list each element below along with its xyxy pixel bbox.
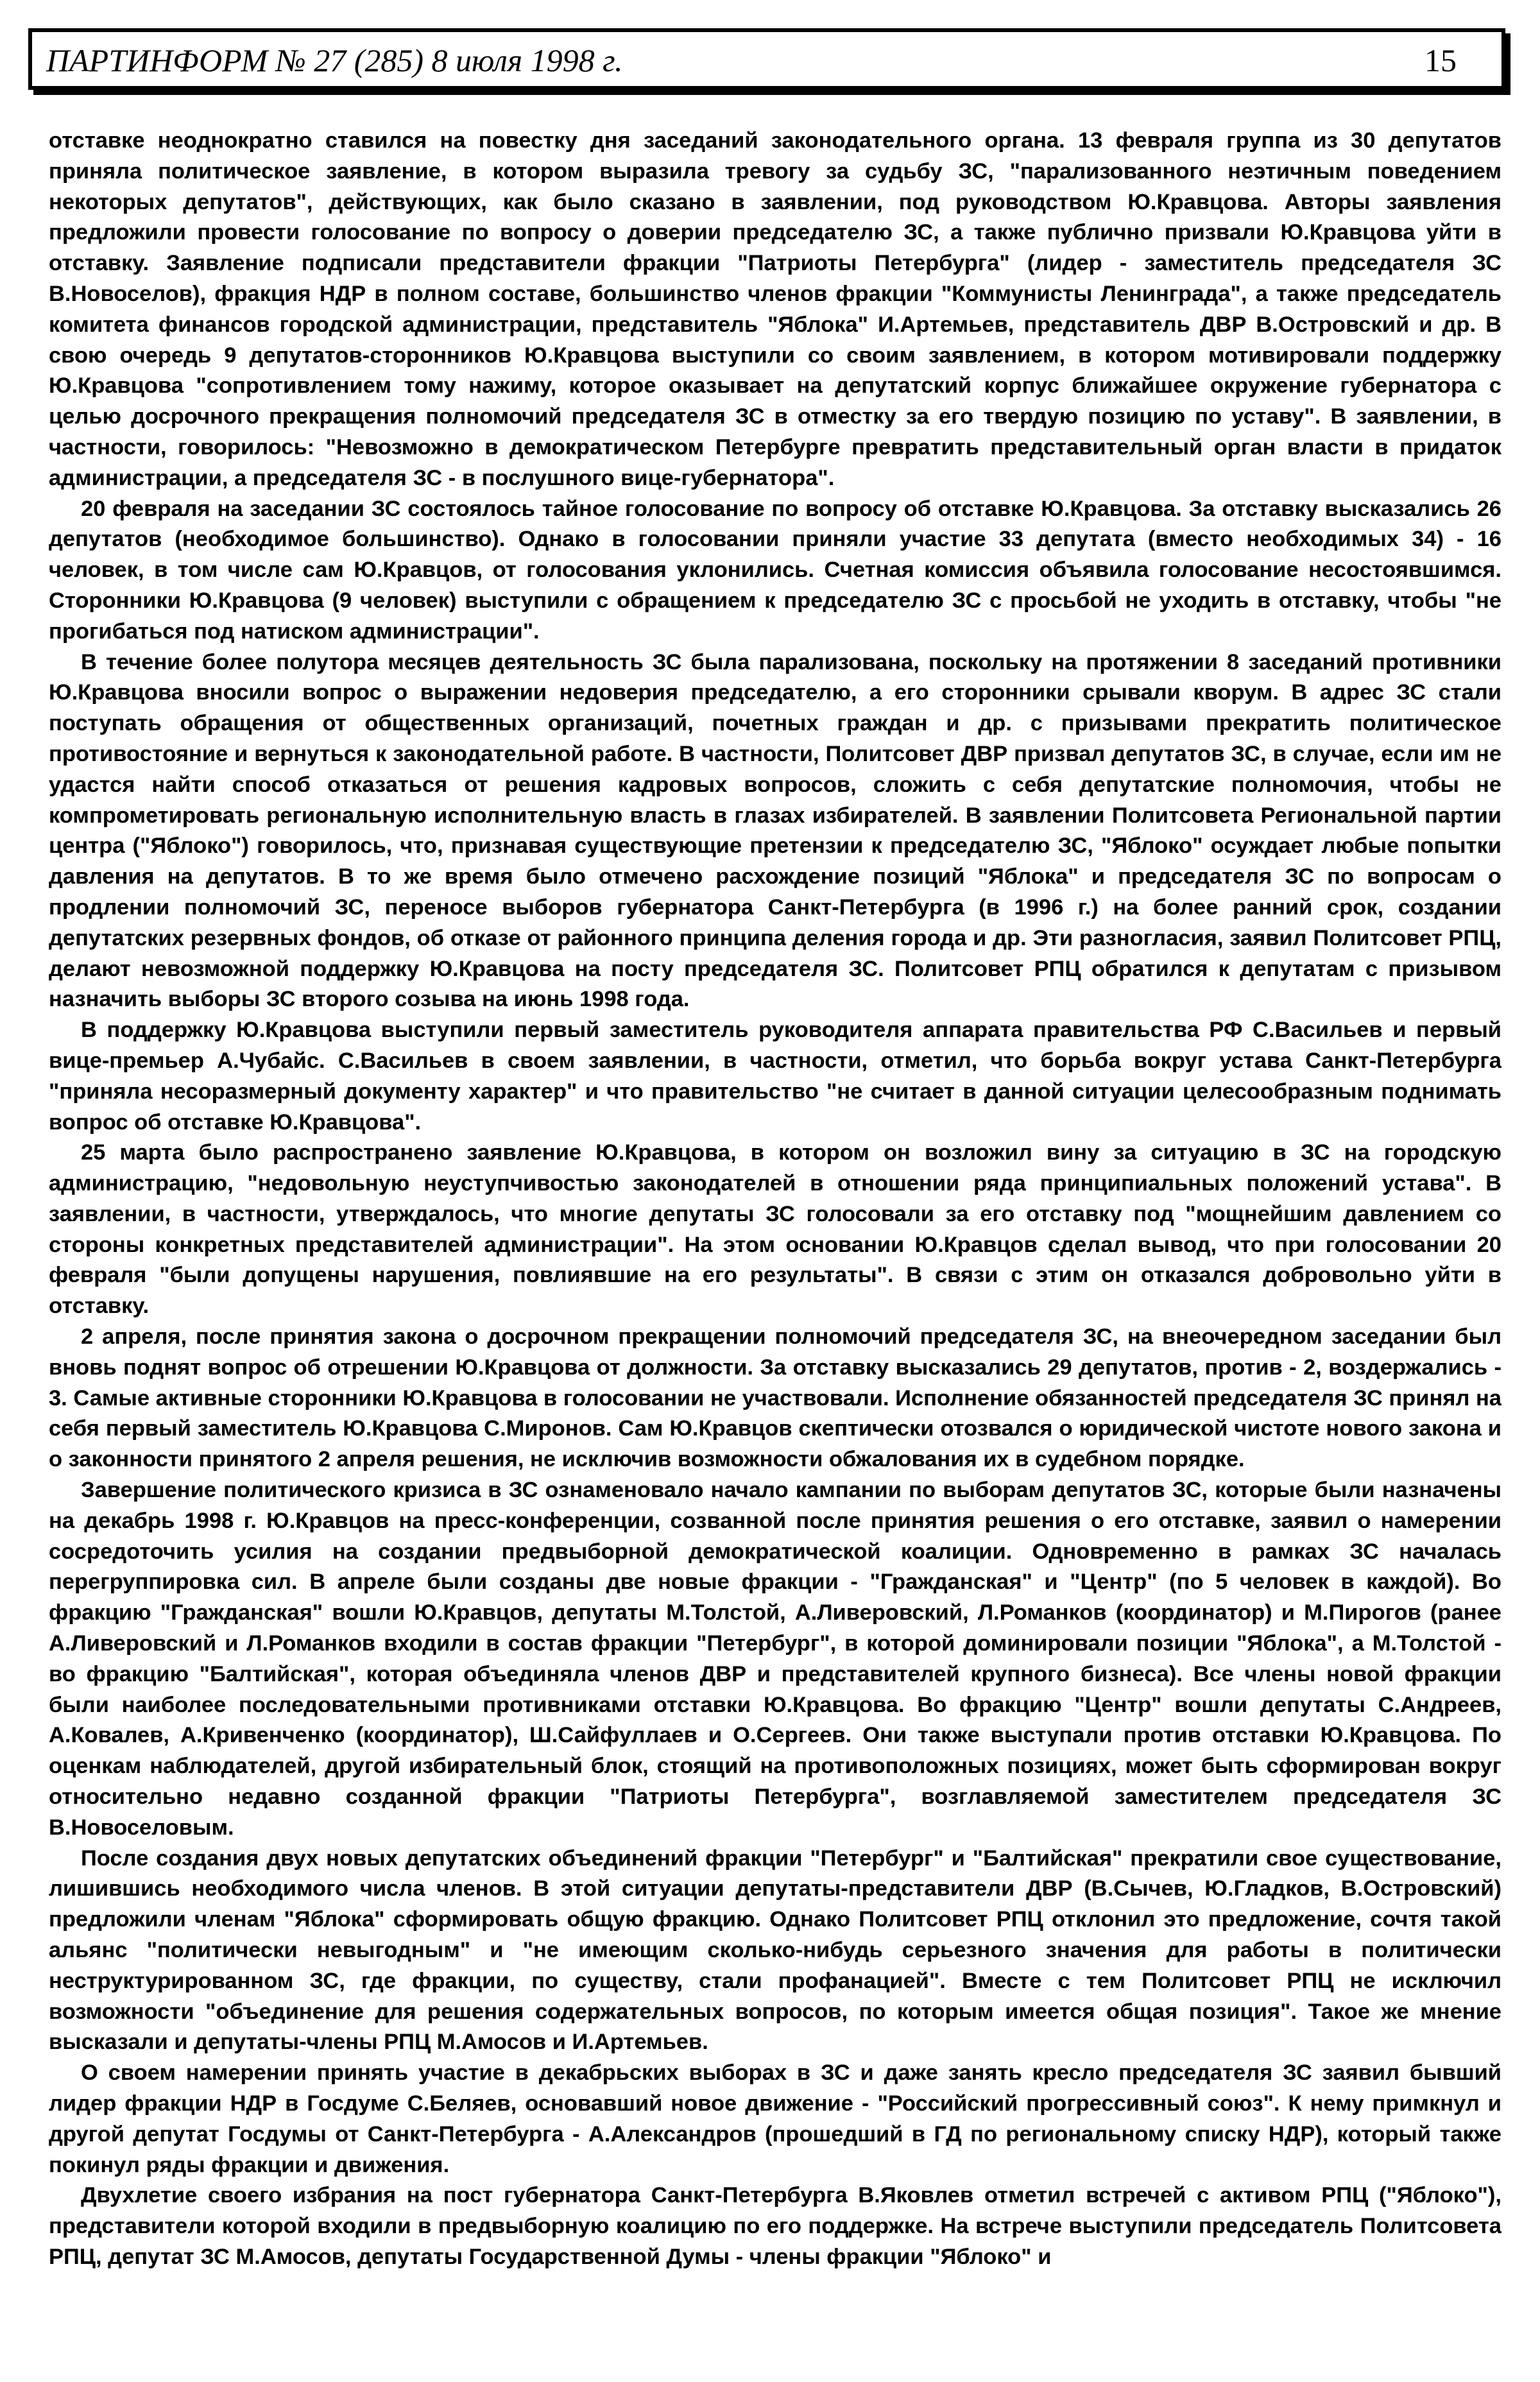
paragraph-5: 25 марта было распространено заявление Ю.Кравцова, в котором он возложил вину за ситуацию в ЗС на городскую администрацию, "недовольную неуступчивостью законодателей в отношении ряда принципиальных положений устава". В заявлении, в частности, утверждалось, что многие депутаты ЗС голосовали за его отставку под "мощнейшим давлением со стороны конкретных представителей администрации". На этом основании Ю.Кравцов сделал вывод, что при голосовании 20 февраля "были допущены нарушения, повлиявшие на его результаты". В связи с этим он отказался добровольно уйти в отставку. [49, 1140, 1502, 1319]
paragraph-8: После создания двух новых депутатских объединений фракции "Петербург" и "Балтийская" прекратили свое существование, лишившись необходимого числа членов. В этой ситуации депутаты-представители ДВР (В.Сычев, Ю.Гладков, В.Островский) предложили членам "Яблока" сформировать общую фракцию. Однако Политсовет РПЦ отклонил это предложение, сочтя такой альянс "политически невыгодным" и "не имеющим сколько-нибудь серьезного значения для работы в политически неструктурированном ЗС, где фракции, по существу, стали профанацией". Вместе с тем Политсовет РПЦ не исключил возможности "объединение для решения содержательных вопросов, по которым имеется общая позиция". Такое же мнение высказали и депутаты-члены РПЦ М.Амосов и И.Артемьев. [49, 1846, 1502, 2055]
paragraph-6: 2 апреля, после принятия закона о досрочном прекращении полномочий председателя ЗС, на внеочередном заседании был вновь поднят вопрос об отрешении Ю.Кравцова от должности. За отставку высказались 29 депутатов, против - 2, воздержались - 3. Самые активные сторонники Ю.Кравцова в голосовании не участвовали. Исполнение обязанностей председателя ЗС принял на себя первый заместитель Ю.Кравцова С.Миронов. Сам Ю.Кравцов скептически отозвался о юридической чистоте нового закона и о законности принятого 2 апреля решения, не исключив возможности обжалования их в судебном порядке. [49, 1324, 1502, 1472]
page-number: 15 [1425, 42, 1457, 78]
publication-title: ПАРТИНФОРМ № 27 (285) 8 июля 1998 г. [46, 42, 623, 78]
paragraph-3: В течение более полутора месяцев деятельность ЗС была парализована, поскольку на протяжении 8 заседаний противники Ю.Кравцова вносили вопрос о выражении недоверия председателю, а его сторонники срывали кворум. В адрес ЗС стали поступать обращения от общественных организаций, почетных граждан и др. с призывами прекратить политическое противостояние и вернуться к законодательной работе. В частности, Политсовет ДВР призвал депутатов ЗС, в случае, если им не удастся найти способ отказаться от решения кадровых вопросов, сложить с себя депутатские полномочия, чтобы не компрометировать региональную исполнительную власть в глазах избирателей. В заявлении Политсовета Региональной партии центра ("Яблоко") говорилось, что, признавая существующие претензии к председателю ЗС, "Яблоко" осуждает любые попытки давления на депутатов. В то же время было отмечено расхождение позиций "Яблока" и председателя ЗС по вопросам о продлении полномочий ЗС, переносе выборов губернатора Санкт-Петербурга (в 1996 г.) на более ранний срок, создании депутатских резервных фондов, об отказе от районного принципа деления города и др. Эти разногласия, заявил Политсовет РПЦ, делают невозможной поддержку Ю.Кравцова на посту председателя ЗС. Политсовет РПЦ обратился к депутатам с призывом назначить выборы ЗС второго созыва на июнь 1998 года. [49, 649, 1502, 1012]
paragraph-1: отставке неоднократно ставился на повестку дня заседаний законодательного органа. 13 февраля группа из 30 депутатов приняла политическое заявление, в котором выразила тревогу за судьбу ЗС, "парализованного неэтичным поведением некоторых депутатов", действующих, как было сказано в заявлении, под руководством Ю.Кравцова. Авторы заявления предложили провести голосование по вопросу о доверии председателю ЗС, а также публично призвали Ю.Кравцова уйти в отставку. Заявление подписали представители фракции "Патриоты Петербурга" (лидер - заместитель председателя ЗС В.Новоселов), фракция НДР в полном составе, большинство членов фракции "Коммунисты Ленинграда", а также председатель комитета финансов городской администрации, представитель "Яблока" И.Артемьев, представитель ДВР В.Островский и др. В свою очередь 9 депутатов-сторонников Ю.Кравцова выступили со своим заявлением, в котором мотивировали поддержку Ю.Кравцова "сопротивлением тому нажиму, которое оказывает на депутатский корпус ближайшее окружение губернатора с целью досрочного прекращения полномочий председателя ЗС в отместку за его твердую позицию по уставу". В заявлении, в частности, говорилось: "Невозможно в демократическом Петербурге превратить представительный орган власти в придаток администрации, а председателя ЗС - в послушного вице-губернатора". [49, 128, 1502, 490]
paragraph-7: Завершение политического кризиса в ЗС ознаменовало начало кампании по выборам депутатов ЗС, которые были назначены на декабрь 1998 г. Ю.Кравцов на пресс-конференции, созванной после принятия решения о его отставке, заявил о намерении сосредоточить усилия на создании предвыборной демократической коалиции. Одновременно в рамках ЗС началась перегруппировка сил. В апреле были созданы две новые фракции - "Гражданская" и "Центр" (по 5 человек в каждой). Во фракцию "Гражданская" вошли Ю.Кравцов, депутаты М.Толстой, А.Ливеровский, Л.Романков (координатор) и М.Пирогов (ранее А.Ливеровский и Л.Романков входили в состав фракции "Петербург", в которой доминировали позиции "Яблока", а М.Толстой - во фракцию "Балтийская", которая объединяла членов ДВР и представителей крупного бизнеса). Все члены новой фракции были наиболее последовательными противниками отставки Ю.Кравцова. Во фракцию "Центр" вошли депутаты С.Андреев, А.Ковалев, А.Кривенченко (координатор), Ш.Сайфуллаев и О.Сергеев. Они также выступали против отставки Ю.Кравцова. По оценкам наблюдателей, другой избирательный блок, стоящий на противоположных позициях, может быть сформирован вокруг относительно недавно созданной фракции "Патриоты Петербурга", возглавляемой заместителем председателя ЗС В.Новоселовым. [49, 1478, 1502, 1840]
paragraph-4: В поддержку Ю.Кравцова выступили первый заместитель руководителя аппарата правительства РФ С.Васильев и первый вице-премьер А.Чубайс. С.Васильев в своем заявлении, в частности, отметил, что борьба вокруг устава Санкт-Петербурга "приняла несоразмерный документу характер" и что правительство "не считает в данной ситуации целесообразным поднимать вопрос об отставке Ю.Кравцова". [49, 1018, 1502, 1135]
paragraph-9: О своем намерении принять участие в декабрьских выборах в ЗС и даже занять кресло председателя ЗС заявил бывший лидер фракции НДР в Госдуме С.Беляев, основавший новое движение - "Российский прогрессивный союз". К нему примкнул и другой депутат Госдумы от Санкт-Петербурга - А.Александров (прошедший в ГД по региональному списку НДР), который также покинул ряды фракции и движения. [49, 2061, 1502, 2177]
paragraph-2: 20 февраля на заседании ЗС состоялось тайное голосование по вопросу об отставке Ю.Кравцова. За отставку высказались 26 депутатов (необходимое большинство). Однако в голосовании приняли участие 33 депутата (вместо необходимых 34) - 16 человек, в том числе сам Ю.Кравцов, от голосования уклонились. Счетная комиссия объявила голосование несостоявшимся. Сторонники Ю.Кравцова (9 человек) выступили с обращением к председателю ЗС с просьбой не уходить в отставку, чтобы "не прогибаться под натиском администрации". [49, 496, 1502, 644]
article-body [49, 126, 1502, 2346]
page-header [28, 28, 1505, 90]
paragraph-10: Двухлетие своего избрания на пост губернатора Санкт-Петербурга В.Яковлев отметил встречей с активом РПЦ ("Яблоко"), представители которой входили в предвыборную коалицию по его поддержке. На встрече выступили председатель Политсовета РПЦ, депутат ЗС М.Амосов, депутаты Государственной Думы - члены фракции "Яблоко" и [49, 2183, 1502, 2269]
